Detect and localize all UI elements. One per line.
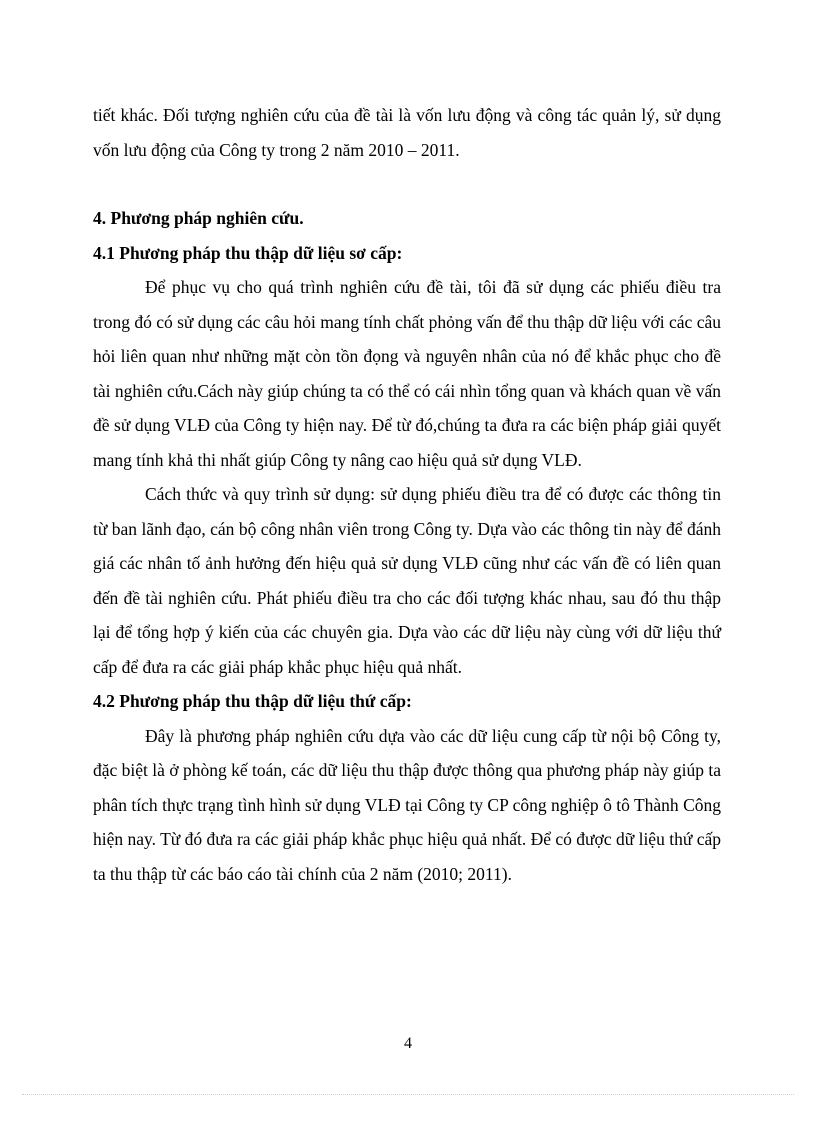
page-number: 4 [404, 1035, 412, 1052]
section-4-2-heading: 4.2 Phương pháp thu thập dữ liệu thứ cấp: [93, 691, 412, 711]
section-4-1-heading: 4.1 Phương pháp thu thập dữ liệu sơ cấp: [93, 242, 403, 263]
section-4-1-paragraph-1: Để phục vụ cho quá trình nghiên cứu đề tài, tôi đã sử dụng các phiếu điều tra trong đó có sử dụng các câu hỏi mang tính chất phỏng vấn để thu thập dữ liệu với các câu hỏi liên quan như những mặt còn tồn đọng và nguyên nhân của nó để khắc phục cho đề tài nghiên cứu.Cách này giúp chúng ta có thể có cái nhìn tổng quan và khách quan về vấn đề sử dụng VLĐ của Công ty hiện nay. Để từ đó,chúng ta đưa ra các biện pháp giải quyết mang tính khả thi nhất giúp Công ty nâng cao hiệu quả sử dụng VLĐ. [93, 277, 721, 470]
section-4-heading: 4. Phương pháp nghiên cứu. [93, 208, 304, 228]
page-content [93, 98, 721, 891]
section-4-2-paragraph-1: Đây là phương pháp nghiên cứu dựa vào các dữ liệu cung cấp từ nội bộ Công ty, đặc biệt là ở phòng kế toán, các dữ liệu thu thập được thông qua phương pháp này giúp ta phân tích thực trạng tình hình sử dụng VLĐ tại Công ty CP công nghiệp ô tô Thành Công hiện nay. Từ đó đưa ra các giải pháp khắc phục hiệu quả nhất. Để có được dữ liệu thứ cấp ta thu thập từ các báo cáo tài chính của 2 năm (2010; 2011). [93, 725, 721, 884]
section-4-1-paragraph-2: Cách thức và quy trình sử dụng: sử dụng phiếu điều tra để có được các thông tin từ ban lãnh đạo, cán bộ công nhân viên trong Công ty. Dựa vào các thông tin này để đánh giá các nhân tố ảnh hưởng đến hiệu quả sử dụng VLĐ cũng như các vấn đề có liên quan đến đề tài nghiên cứu. Phát phiếu điều tra cho các đối tượng khác nhau, sau đó thu thập lại để tổng hợp ý kiến của các chuyên gia. Dựa vào các dữ liệu này cùng với dữ liệu thứ cấp để đưa ra các giải pháp khắc phục hiệu quả nhất. [93, 484, 721, 677]
page-bottom-divider [22, 1094, 794, 1095]
intro-paragraph: tiết khác. Đối tượng nghiên cứu của đề tài là vốn lưu động và công tác quản lý, sử dụng vốn lưu động của Công ty trong 2 năm 2010 – 2011. [93, 105, 721, 160]
section-gap [93, 167, 721, 201]
